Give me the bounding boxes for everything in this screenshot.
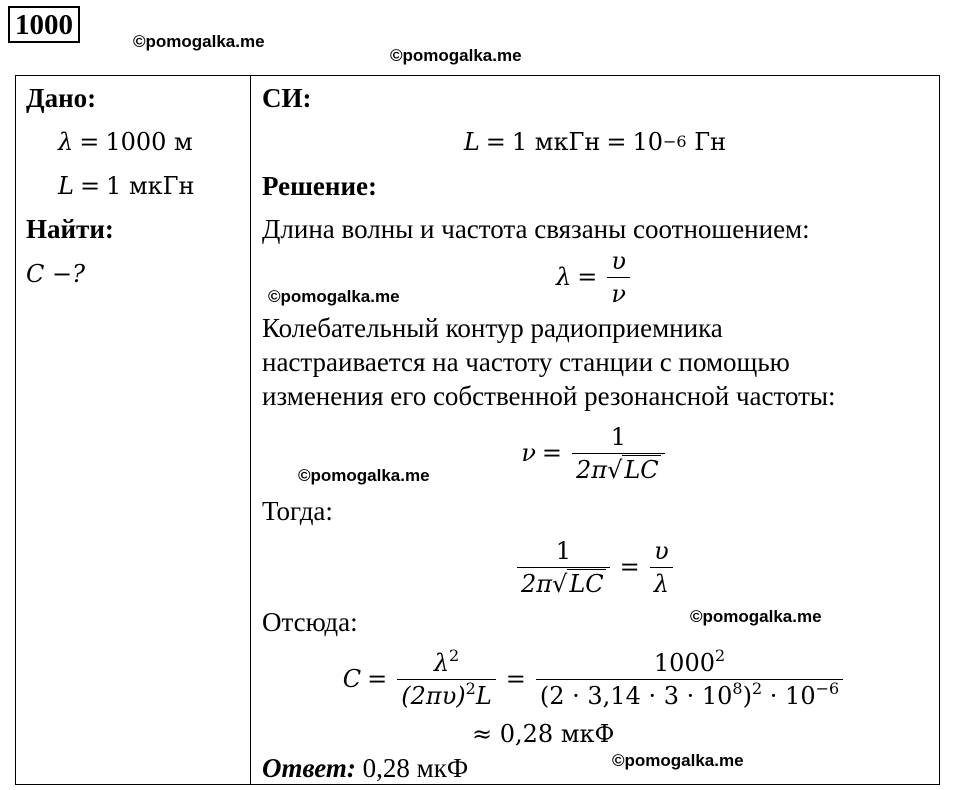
fraction-numerator — [650, 647, 729, 679]
column-divider — [250, 75, 251, 785]
square-root: LC — [569, 569, 604, 598]
wavelength-value: 1000 м — [105, 128, 193, 156]
formula-lhs: λ — [556, 263, 572, 291]
formula-lhs: C — [342, 665, 362, 693]
given-inductance — [58, 170, 195, 202]
equals-sign: = — [485, 128, 506, 156]
fraction-denominator: 2π√LC — [572, 453, 665, 486]
denominator-part: (2πυ) — [401, 681, 466, 710]
equals-sign: = — [606, 128, 627, 156]
problem-number: 1000 — [8, 6, 80, 43]
denominator-part: (2 · 3,14 · 3 · 10 — [539, 681, 733, 710]
fraction-numerator: 1 — [610, 422, 626, 451]
fraction-numerator — [430, 647, 463, 679]
formula-lhs: ν — [521, 439, 536, 467]
equals-sign: = — [367, 665, 388, 693]
denominator-exponent: −6 — [815, 678, 840, 698]
hence-label: Отсюда: — [262, 607, 358, 637]
formula-equate — [255, 528, 935, 606]
fraction-denominator — [536, 679, 843, 712]
fraction — [536, 647, 843, 712]
numerator-base: 1000 — [653, 648, 715, 677]
numerator-exponent: 2 — [714, 645, 726, 665]
watermark: ©pomogalka.me — [390, 46, 522, 65]
denominator-exponent: 8 — [732, 678, 743, 698]
denominator-part: L — [475, 681, 492, 710]
watermark: ©pomogalka.me — [133, 32, 265, 51]
inductance-symbol: L — [58, 172, 74, 200]
si-heading: СИ: — [262, 83, 312, 113]
si-unit: Гн — [694, 128, 727, 156]
solution-heading: Решение: — [262, 171, 377, 201]
fraction — [650, 535, 673, 600]
inductance-value: 1 мкГн — [106, 172, 195, 200]
formula-capacitance — [255, 640, 935, 718]
unknown-quantity: C −? — [26, 260, 85, 288]
given-heading: Дано: — [26, 83, 97, 113]
then-label: Тогда: — [262, 496, 333, 526]
fraction — [517, 535, 610, 600]
si-original-value: 1 мкГн — [511, 128, 601, 156]
lambda-symbol: λ — [58, 128, 74, 156]
answer-value: 0,28 мкФ — [362, 753, 469, 783]
solution-text-line: Длина волны и частота связаны соотношением: — [262, 214, 810, 244]
watermark: ©pomogalka.me — [612, 751, 744, 770]
equals-sign: = — [79, 128, 100, 156]
numerator-base: λ — [433, 648, 450, 677]
answer-line — [262, 752, 468, 784]
approx-sign: ≈ — [472, 720, 493, 748]
denominator-prefix: 2π — [521, 569, 553, 598]
equals-sign: = — [577, 263, 598, 291]
fraction-denominator: ν — [607, 277, 630, 310]
find-heading: Найти: — [26, 214, 114, 244]
si-conversion: L = 1 мкГн = 10 −6 Гн — [463, 128, 727, 156]
si-base: 10 — [632, 128, 664, 156]
fraction — [572, 421, 665, 486]
approx-value: 0,28 мкФ — [499, 720, 615, 748]
fraction — [397, 647, 495, 712]
watermark: ©pomogalka.me — [690, 607, 822, 626]
denominator-part: · 10 — [762, 681, 816, 710]
watermark: ©pomogalka.me — [298, 466, 430, 485]
square-root: LC — [624, 455, 659, 484]
approx-result — [472, 718, 614, 750]
solution-text-line: Колебательный контур радиоприемника — [262, 313, 723, 343]
fraction — [607, 245, 630, 310]
fraction-denominator: 2π√LC — [517, 567, 610, 600]
fraction-denominator — [397, 679, 495, 712]
watermark: ©pomogalka.me — [268, 287, 400, 306]
fraction-numerator: υ — [611, 246, 626, 275]
denominator-exponent: 2 — [751, 678, 763, 698]
fraction-numerator: υ — [654, 536, 669, 565]
solution-text-line: настраивается на частоту станции с помощью — [262, 347, 790, 377]
fraction-denominator: λ — [650, 567, 673, 600]
denominator-exponent: 2 — [465, 678, 476, 698]
equals-sign: = — [505, 665, 526, 693]
equals-sign: = — [541, 439, 563, 467]
fraction-numerator: 1 — [555, 536, 571, 565]
numerator-exponent: 2 — [449, 645, 460, 665]
denominator-part: ) — [742, 681, 752, 710]
answer-label: Ответ: — [262, 753, 356, 783]
solution-text-line: изменения его собственной резонансной частоты: — [262, 381, 836, 411]
si-symbol: L — [463, 128, 480, 156]
given-wavelength — [58, 126, 193, 158]
equals-sign: = — [619, 553, 640, 581]
denominator-prefix: 2π — [576, 455, 608, 484]
equals-sign: = — [79, 172, 101, 200]
